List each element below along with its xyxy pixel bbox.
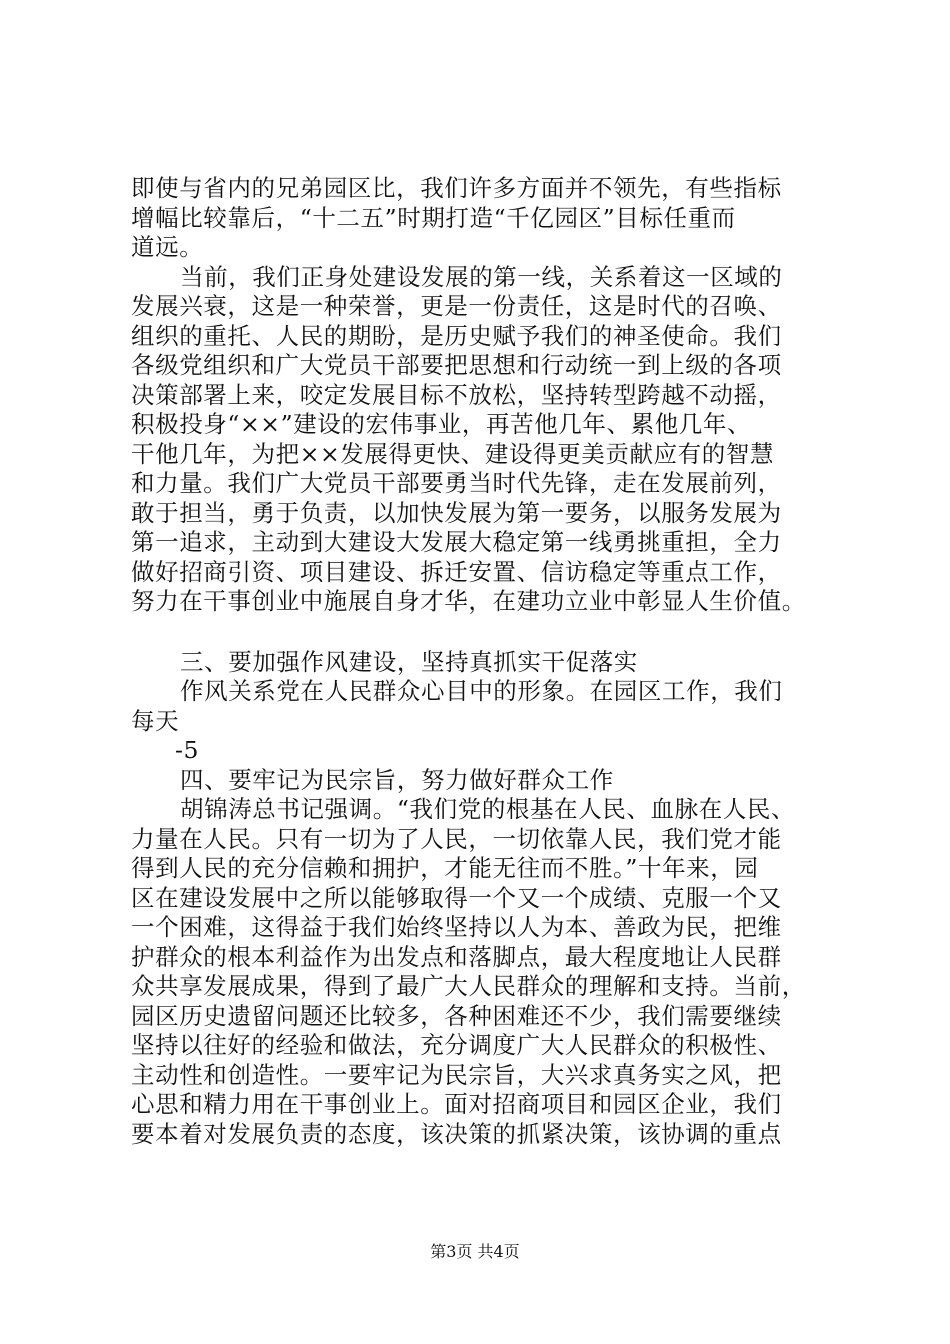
paragraph-line: 即使与省内的兄弟园区比，我们许多方面并不领先，有些指标 [131,174,782,202]
paragraph-line: 每天 [131,706,180,735]
paragraph-line: 坚持以往好的经验和做法，充分调度广大人民群众的积极性、 [131,1031,782,1059]
paragraph-line: 园区历史遗留问题还比较多，各种困难还不少，我们需要继续 [131,1001,782,1030]
paragraph-line: 一个困难，这得益于我们始终坚持以人为本、善政为民，把维 [131,913,782,941]
paragraph-line: 努力在干事创业中施展自身才华，在建功立业中彰显人生价值。 [131,587,806,615]
paragraph-line: 当前，我们正身处建设发展的第一线，关系着这一区域的 [180,262,783,291]
paragraph-line: 力量在人民。只有一切为了人民，一切依靠人民，我们党才能 [131,824,782,853]
section-heading: 四、要牢记为民宗旨，努力做好群众工作 [180,765,614,794]
paragraph-line: 要本着对发展负责的态度，该决策的抓紧决策，该协调的重点 [131,1119,782,1148]
paragraph-line: 心思和精力用在干事创业上。面对招商项目和园区企业，我们 [131,1090,782,1118]
paragraph-line: 做好招商引资、项目建设、拆迁安置、信访稳定等重点工作， [131,557,782,586]
paragraph-line: 众共享发展成果，得到了最广大人民群众的理解和支持。当前， [131,972,806,1000]
paragraph-line: 主动性和创造性。一要牢记为民宗旨，大兴求真务实之风，把 [131,1060,782,1089]
page-marker: -5 [175,736,200,764]
paragraph-line: 积极投身“××”建设的宏伟事业，再苦他几年、累他几年、 [131,410,752,438]
paragraph-line: 决策部署上来，咬定发展目标不放松，坚持转型跨越不动摇， [131,380,782,409]
paragraph-line: 护群众的根本利益作为出发点和落脚点，最大程度地让人民群 [131,942,782,971]
paragraph-line: 增幅比较靠后，“十二五”时期打造“千亿园区”目标任重而 [131,203,736,232]
paragraph-line: 区在建设发展中之所以能够取得一个又一个成绩、克服一个又 [131,883,782,912]
paragraph-line: 各级党组织和广大党员干部要把思想和行动统一到上级的各项 [131,351,782,379]
paragraph-line: 作风关系党在人民群众心目中的形象。在园区工作，我们 [180,677,783,705]
page-footer: 第3页 共4页 [430,1242,520,1261]
paragraph-line: 道远。 [131,233,204,261]
paragraph-line: 得到人民的充分信赖和拥护，才能无往而不胜。”十年来，园 [131,854,759,882]
paragraph-line: 组织的重托、人民的期盼，是历史赋予我们的神圣使命。我们 [131,321,782,350]
section-heading: 三、要加强作风建设，坚持真抓实干促落实 [180,647,638,676]
paragraph-line: 胡锦涛总书记强调。“我们党的根基在人民、血脉在人民、 [180,795,796,823]
paragraph-line: 敢于担当，勇于负责，以加快发展为第一要务，以服务发展为 [131,498,782,527]
paragraph-line: 发展兴衰，这是一种荣誉，更是一份责任，这是时代的召唤、 [131,292,782,320]
paragraph-line: 和力量。我们广大党员干部要勇当时代先锋，走在发展前列， [131,469,782,497]
paragraph-line: 干他几年，为把××发展得更快、建设得更美贡献应有的智慧 [131,439,775,468]
paragraph-line: 第一追求，主动到大建设大发展大稳定第一线勇挑重担，全力 [131,528,782,556]
paragraph-gap [131,617,851,648]
document-body [131,174,851,1149]
